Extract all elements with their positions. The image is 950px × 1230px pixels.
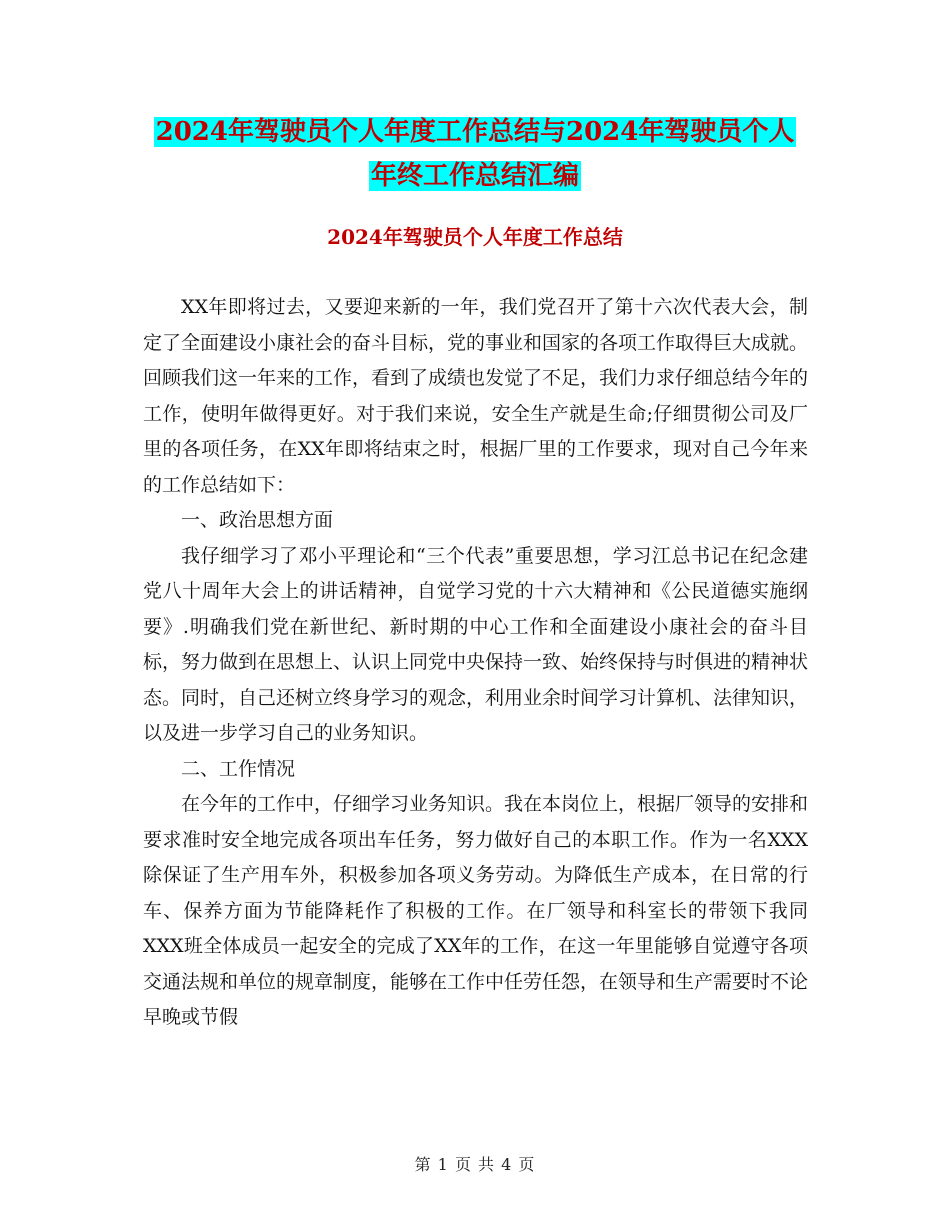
paragraph-work: 在今年的工作中，仔细学习业务知识。我在本岗位上，根据厂领导的安排和要求准时安全地完成各项出车任务，努力做好自己的本职工作。作为一名XXX除保证了生产用车外，积极参加各项义务劳动。为降低生产成本，在日常的行车、保养方面为节能降耗作了积极的工作。在厂领导和科室长的带领下我同XXX班全体成员一起安全的完成了XX年的工作，在这一年里能够自觉遵守各项交通法规和单位的规章制度，能够在工作中任劳任怨，在领导和生产需要时不论早晚或节假: [143, 793, 809, 1028]
paragraph-political: 我仔细学习了邓小平理论和“三个代表”重要思想，学习江总书记在纪念建党八十周年大会上的讲话精神，自觉学习党的十六大精神和《公民道德实施纲要》.明确我们党在新世纪、新时期的中心工作和全面建设小康社会的奋斗目标，努力做到在思想上、认识上同党中央保持一致、始终保持与时俱进的精神状态。同时，自己还树立终身学习的观念，利用业余时间学习计算机、法律知识，以及进一步学习自己的业务知识。: [143, 544, 809, 744]
document-title-line-1: [0, 112, 950, 152]
page-footer: 第 1 页 共 4 页: [414, 1155, 536, 1174]
title-highlight-1: 2024年驾驶员个人年度工作总结与2024年驾驶员个人: [155, 117, 795, 147]
body-text: [143, 290, 808, 1036]
paragraph-intro: XX年即将过去，又要迎来新的一年，我们党召开了第十六次代表大会，制定了全面建设小康社会的奋斗目标，党的事业和国家的各项工作取得巨大成就。回顾我们这一年来的工作，看到了成绩也发觉了不足，我们力求仔细总结今年的工作，使明年做得更好。对于我们来说，安全生产就是生命;仔细贯彻公司及厂里的各项任务，在XX年即将结束之时，根据厂里的工作要求，现对自己今年来的工作总结如下：: [143, 296, 809, 496]
document-title-line-2: [0, 156, 950, 196]
heading-work: 二、工作情况: [181, 757, 296, 780]
section-title: 2024年驾驶员个人年度工作总结: [327, 225, 623, 249]
heading-political: 一、政治思想方面: [181, 509, 334, 531]
title-highlight-2: 年终工作总结汇编: [370, 161, 579, 191]
